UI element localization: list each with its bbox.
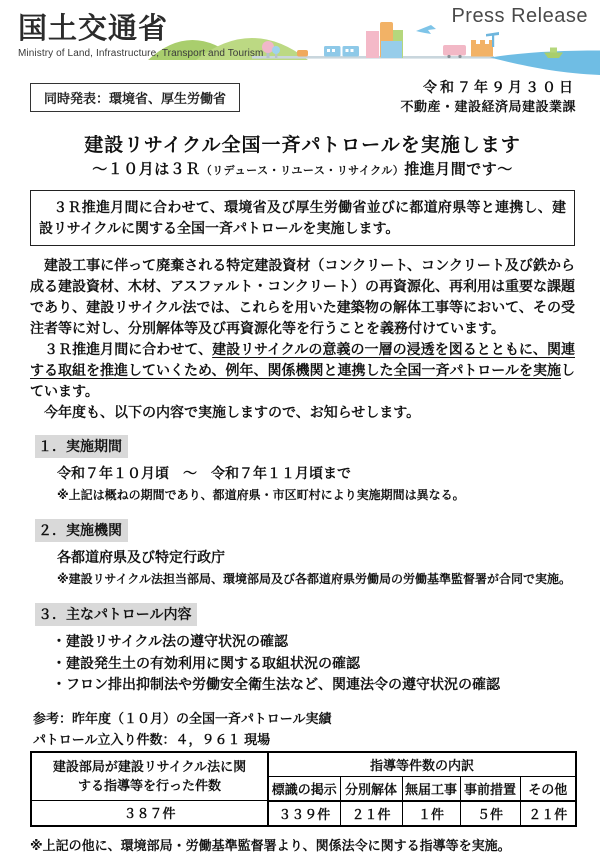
table-left-value: ３８７件	[31, 801, 268, 826]
table-value-5: ２１件	[520, 801, 576, 826]
section-patrol-contents	[30, 603, 575, 696]
section-organizations-note: ※建設リサイクル法担当部局、環境部局及び各都道府県労働局の労働基準監督署が合同で実施。	[57, 572, 571, 586]
table-col-header-3: 無届工事	[402, 776, 460, 801]
section-organizations-content: 各都道府県及び特定行政庁	[57, 549, 225, 565]
lead-summary-box: ３Ｒ推進月間に合わせて、環境省及び厚生労働省並びに都道府県等と連携し、建設リサイクルに関する全国一斉パトロールを実施します。	[30, 190, 575, 246]
section-organizations	[30, 519, 575, 588]
table-value-1: ３３９件	[268, 801, 340, 826]
page-subtitle	[30, 159, 575, 182]
patrol-bullet-list	[30, 631, 575, 696]
table-value-3: １件	[402, 801, 460, 826]
table-group-header: 指導等件数の内訳	[268, 752, 576, 777]
page-title: 建設リサイクル全国一斉パトロールを実施します	[84, 135, 521, 156]
table-col-header-1: 標識の掲示	[268, 776, 340, 801]
section-period-heading: １．実施期間	[35, 435, 128, 458]
paragraph-2-suffix: しています。	[30, 362, 575, 399]
reference-line-2: パトロール立入り件数：４，９６１ 現場	[33, 731, 271, 747]
reference-block	[33, 708, 575, 750]
section-organizations-heading: ２．実施機関	[35, 519, 128, 542]
subtitle-suffix: 推進月間です～	[404, 161, 513, 178]
table-left-header	[31, 752, 268, 801]
table-col-header-4: 事前措置	[460, 776, 520, 801]
press-release-label: Press Release	[451, 5, 588, 27]
subtitle-small: （リデュース・リユース・リサイクル）	[200, 165, 405, 177]
section-period-note: ※上記は概ねの期間であり、都道府県・市区町村により実施期間は異なる。	[57, 488, 465, 502]
subtitle-prefix: ～１０月は３Ｒ	[92, 161, 201, 178]
section-patrol-contents-heading: ３．主なパトロール内容	[35, 603, 197, 626]
patrol-bullet-3: ・フロン排出抑制法や労働安全衛生法など、関連法令の遵守状況の確認	[52, 676, 500, 692]
table-row	[31, 801, 576, 826]
table-left-header-line-1: 建設部局が建設リサイクル法に関	[52, 759, 247, 775]
table-value-2: ２１件	[340, 801, 402, 826]
patrol-results-table	[30, 751, 577, 827]
patrol-bullet-1: ・建設リサイクル法の遵守状況の確認	[52, 633, 289, 649]
section-period	[30, 435, 575, 504]
patrol-bullet-2: ・建設発生土の有効利用に関する取組状況の確認	[52, 654, 360, 671]
body-paragraphs	[30, 255, 575, 423]
paragraph-3: 今年度も、以下の内容で実施しますので、お知らせします。	[30, 404, 421, 420]
release-date: 令和７年９月３０日	[423, 79, 576, 95]
table-value-4: ５件	[460, 801, 520, 826]
ministry-name: 国土交通省	[18, 13, 169, 45]
table-col-header-2: 分別解体	[340, 776, 402, 801]
ministry-name-en: Ministry of Land, Infrastructure, Transport and Tourism	[18, 48, 264, 59]
department-name: 不動産・建設経済局建設業課	[400, 99, 576, 114]
table-left-header-line-2: する指導等を行った件数	[77, 778, 221, 794]
paragraph-2-prefix: ３Ｒ推進月間に合わせて、	[30, 341, 213, 357]
table-footnote: ※上記の他に、環境部局・労働基準監督署より、関係法令に関する指導等を実施。	[30, 837, 511, 853]
paragraph-2-underlined: 建設リサイクルの意義の一層の浸透を図るとともに、関連する取組を推進していくため、例年、関係機関と連携した全国一斉パトロールを実施	[30, 341, 575, 378]
reference-line-1: 参考：昨年度（１０月）の全国一斉パトロール実績	[33, 710, 332, 726]
paragraph-1: 建設工事に伴って廃棄される特定建設資材（コンクリート、コンクリート及び鉄から成る建設資材、木材、アスファルト・コンクリート）の再資源化、再利用は重要な課題であり、建設リサイクル法では、これらを用いた建築物の解体工事等において、その受注者等に対し、分別解体等及び再資源化等を行うことを義務付けています。	[30, 257, 575, 336]
table-col-header-5: その他	[520, 776, 576, 801]
section-period-content: 令和７年１０月頃 ～ 令和７年１１月頃まで	[57, 465, 351, 481]
joint-release-box: 同時発表：環境省、厚生労働省	[30, 83, 240, 112]
